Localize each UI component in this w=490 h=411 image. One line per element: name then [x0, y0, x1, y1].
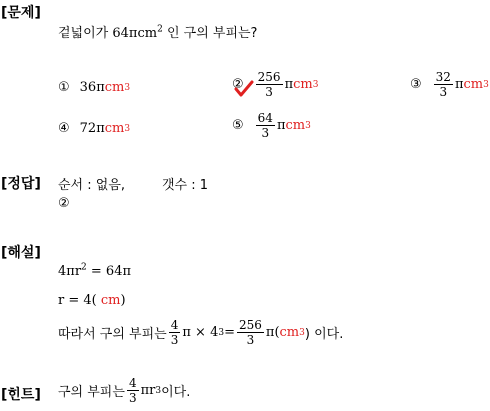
answer-choice: ② [58, 196, 70, 211]
option-3[interactable]: ③ $\frac{32}{3}$ π cm 3 [410, 70, 489, 99]
problem-label: [문제] [1, 5, 41, 21]
checkmark-icon [234, 80, 254, 98]
option-2-fraction: $\frac{256}{3}$ [257, 70, 281, 99]
option-4[interactable]: ④ 72π cm 3 [58, 121, 131, 136]
option-5-fraction: $\frac{64}{3}$ [257, 111, 273, 140]
hint-text: 구의 부피는 $\frac{4}{3}$ πr 3 이다. [58, 376, 191, 405]
hint-fraction: $\frac{4}{3}$ [128, 376, 137, 405]
explanation-line-3: 따라서 구의 부피는 $\frac{4}{3}$ π × 4 3 = $\frac{256}{3}$ π( cm 3 ) 이다. [58, 318, 344, 347]
option-2[interactable]: ② $\frac{256}{3}$ π cm 3 [232, 70, 319, 99]
option-1[interactable]: ① 36π cm 3 [58, 80, 131, 95]
volume-result-fraction: $\frac{256}{3}$ [239, 318, 262, 347]
explanation-label: [해설] [1, 245, 41, 261]
hint-label: [힌트] [1, 387, 41, 403]
option-5[interactable]: ⑤ $\frac{64}{3}$ π cm 3 [232, 111, 311, 140]
option-3-fraction: $\frac{32}{3}$ [435, 70, 451, 99]
answer-count: 갯수 : 1 [162, 178, 209, 193]
explanation-line-2: r = 4( cm) [58, 293, 126, 308]
question-text: 겉넓이가 64πcm$^2$ 인 구의 부피는? [58, 24, 258, 41]
answer-order: 순서 : 없음, [58, 178, 126, 193]
answer-label: [정답] [1, 176, 41, 192]
volume-formula-fraction: $\frac{4}{3}$ [170, 318, 179, 347]
explanation-line-1: $4\pi r^2 = 64\pi$ [58, 262, 132, 279]
